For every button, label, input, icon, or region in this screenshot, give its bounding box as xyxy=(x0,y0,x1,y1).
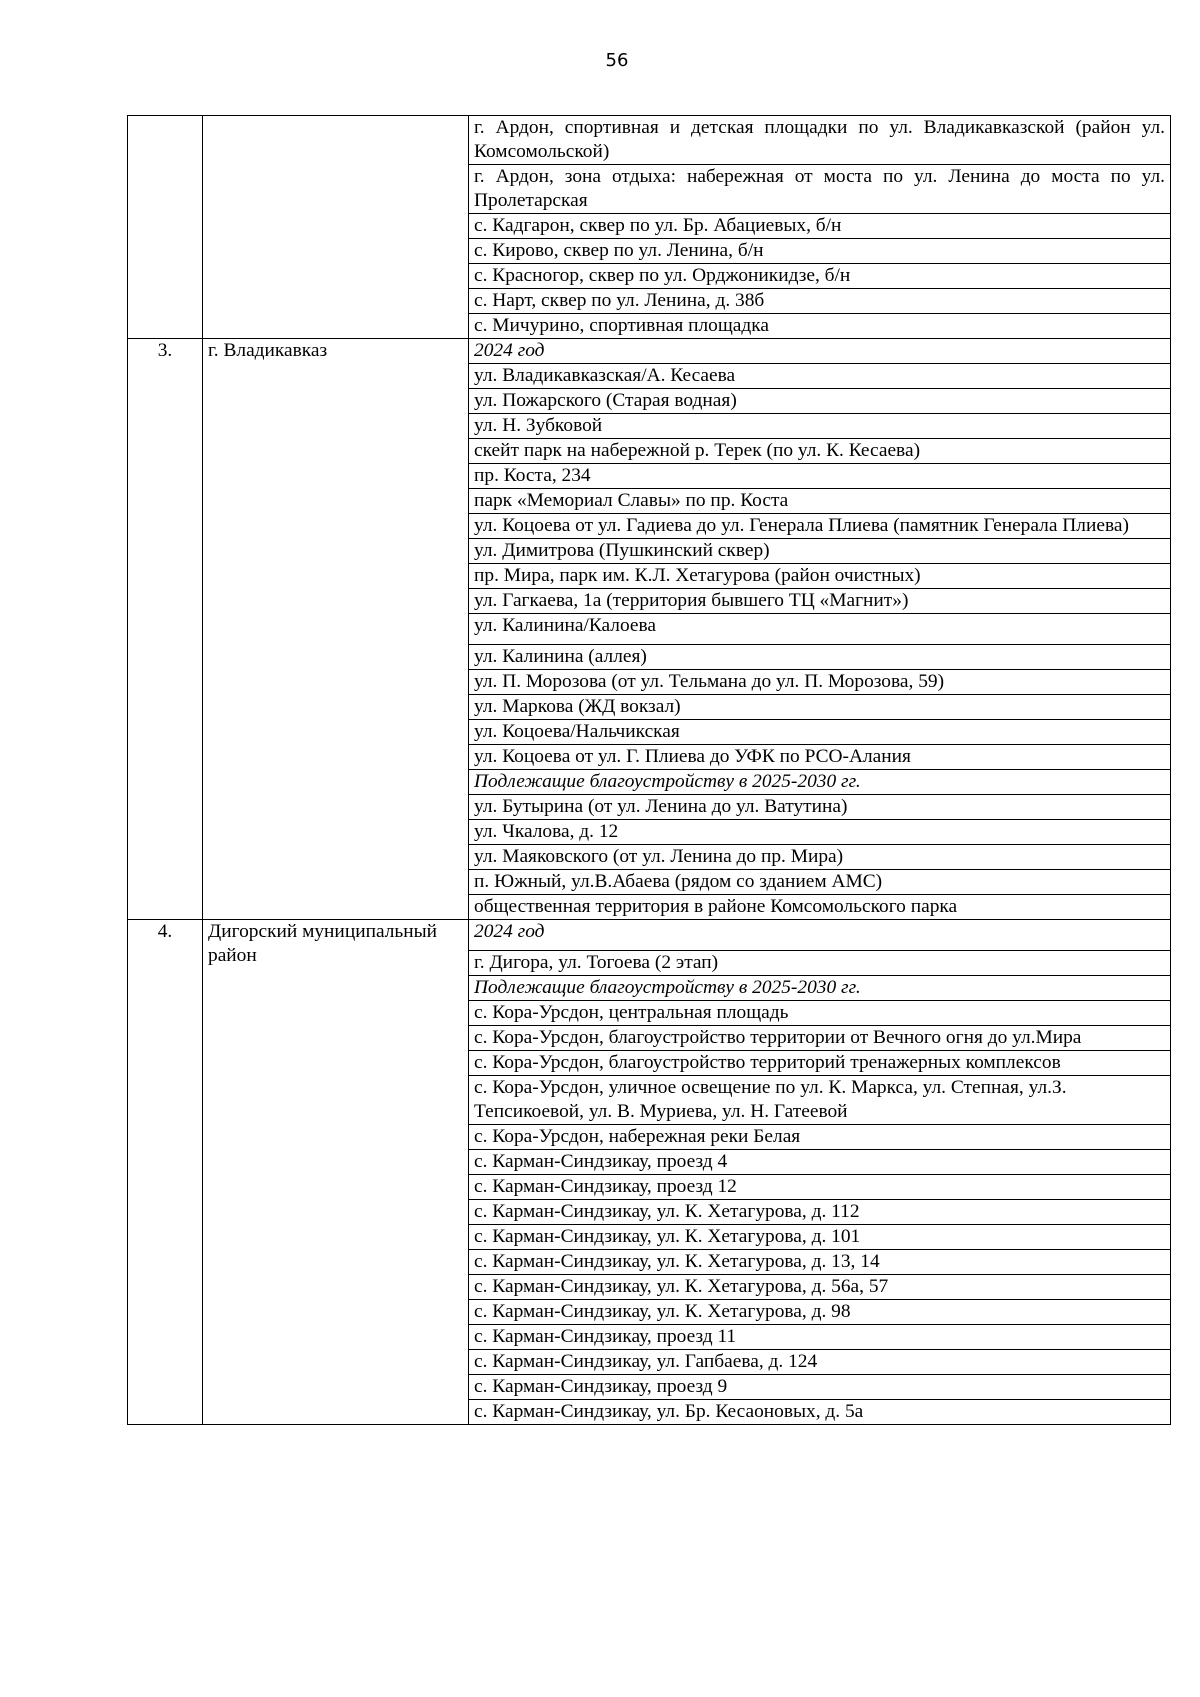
territory-cell: с. Карман-Синдзикау, ул. К. Хетагурова, д. 101 xyxy=(469,1225,1171,1250)
territory-cell: с. Красногор, сквер по ул. Орджоникидзе, б/н xyxy=(469,264,1171,289)
table-row xyxy=(128,116,1171,165)
territory-cell: с. Карман-Синдзикау, ул. К. Хетагурова, д. 112 xyxy=(469,1200,1171,1225)
territory-cell: ул. Димитрова (Пушкинский сквер) xyxy=(469,539,1171,564)
territory-cell: с. Карман-Синдзикау, ул. К. Хетагурова, д. 56а, 57 xyxy=(469,1275,1171,1300)
territory-cell: с. Нарт, сквер по ул. Ленина, д. 38б xyxy=(469,289,1171,314)
territory-cell: г. Ардон, зона отдыха: набережная от моста по ул. Ленина до моста по ул. Пролетарская xyxy=(469,165,1171,214)
territory-cell: ул. Бутырина (от ул. Ленина до ул. Ватутина) xyxy=(469,795,1171,820)
table-row xyxy=(128,339,1171,364)
territory-cell: ул. Маркова (ЖД вокзал) xyxy=(469,695,1171,720)
territory-cell: с. Карман-Синдзикау, ул. Бр. Кесаоновых, д. 5а xyxy=(469,1400,1171,1425)
year-heading-cell: 2024 год xyxy=(469,339,1171,364)
page-number: 56 xyxy=(605,50,629,71)
territory-cell: с. Карман-Синдзикау, проезд 9 xyxy=(469,1375,1171,1400)
territory-cell: ул. Н. Зубковой xyxy=(469,414,1171,439)
territory-cell: с. Кора-Урсдон, уличное освещение по ул. К. Маркса, ул. Степная, ул.З. Тепсикоевой, ул. В. Муриева, ул. Н. Гатеевой xyxy=(469,1076,1171,1125)
territory-cell: с. Карман-Синдзикау, ул. К. Хетагурова, д. 13, 14 xyxy=(469,1250,1171,1275)
territory-cell: п. Южный, ул.В.Абаева (рядом со зданием АМС) xyxy=(469,870,1171,895)
territory-cell: с. Карман-Синдзикау, ул. К. Хетагурова, д. 98 xyxy=(469,1300,1171,1325)
territory-cell: пр. Коста, 234 xyxy=(469,464,1171,489)
territory-cell: с. Карман-Синдзикау, проезд 4 xyxy=(469,1150,1171,1175)
territory-cell: ул. Владикавказская/А. Кесаева xyxy=(469,364,1171,389)
territory-cell: пр. Мира, парк им. К.Л. Хетагурова (район очистных) xyxy=(469,564,1171,589)
territory-cell: ул. Гагкаева, 1а (территория бывшего ТЦ «Магнит») xyxy=(469,589,1171,614)
territory-cell: с. Мичурино, спортивная площадка xyxy=(469,314,1171,339)
territory-cell: г. Дигора, ул. Тогоева (2 этап) xyxy=(469,951,1171,976)
territory-cell: ул. Коцоева от ул. Гадиева до ул. Генерала Плиева (памятник Генерала Плиева) xyxy=(469,514,1171,539)
territory-cell: ул. Коцоева от ул. Г. Плиева до УФК по РСО-Алания xyxy=(469,745,1171,770)
period-heading-cell: Подлежащие благоустройству в 2025-2030 гг. xyxy=(469,770,1171,795)
table-row xyxy=(128,920,1171,951)
territory-cell: скейт парк на набережной р. Терек (по ул. К. Кесаева) xyxy=(469,439,1171,464)
territory-cell: общественная территория в районе Комсомольского парка xyxy=(469,895,1171,920)
territory-cell: с. Карман-Синдзикау, проезд 11 xyxy=(469,1325,1171,1350)
territory-cell: ул. Коцоева/Нальчикская xyxy=(469,720,1171,745)
territory-cell: парк «Мемориал Славы» по пр. Коста xyxy=(469,489,1171,514)
territory-cell: ул. Калинина (аллея) xyxy=(469,645,1171,670)
territory-cell: ул. Чкалова, д. 12 xyxy=(469,820,1171,845)
territory-cell: с. Кирово, сквер по ул. Ленина, б/н xyxy=(469,239,1171,264)
territory-cell: ул. Калинина/Калоева xyxy=(469,614,1171,645)
territory-cell: с. Кора-Урсдон, благоустройство территории от Вечного огня до ул.Мира xyxy=(469,1026,1171,1051)
period-heading-cell: Подлежащие благоустройству в 2025-2030 гг. xyxy=(469,976,1171,1001)
row-number-cell: 4. xyxy=(128,920,203,1425)
territory-cell: ул. Маяковского (от ул. Ленина до пр. Мира) xyxy=(469,845,1171,870)
territory-cell: г. Ардон, спортивная и детская площадки по ул. Владикавказской (район ул. Комсомольской) xyxy=(469,116,1171,165)
year-heading-cell: 2024 год xyxy=(469,920,1171,951)
territory-cell: с. Кора-Урсдон, набережная реки Белая xyxy=(469,1125,1171,1150)
territory-cell: с. Карман-Синдзикау, ул. Гапбаева, д. 124 xyxy=(469,1350,1171,1375)
municipality-cell: Дигорский муниципальный район xyxy=(203,920,469,1425)
territory-cell: с. Карман-Синдзикау, проезд 12 xyxy=(469,1175,1171,1200)
row-number-cell: 3. xyxy=(128,339,203,920)
territory-cell: с. Кора-Урсдон, благоустройство территорий тренажерных комплексов xyxy=(469,1051,1171,1076)
territory-cell: ул. Пожарского (Старая водная) xyxy=(469,389,1171,414)
municipality-cell: г. Владикавказ xyxy=(203,339,469,920)
territory-cell: с. Кора-Урсдон, центральная площадь xyxy=(469,1001,1171,1026)
territory-cell: с. Кадгарон, сквер по ул. Бр. Абациевых, б/н xyxy=(469,214,1171,239)
territory-cell: ул. П. Морозова (от ул. Тельмана до ул. П. Морозова, 59) xyxy=(469,670,1171,695)
municipality-cell xyxy=(203,116,469,339)
row-number-cell xyxy=(128,116,203,339)
territories-table xyxy=(127,115,1171,1425)
